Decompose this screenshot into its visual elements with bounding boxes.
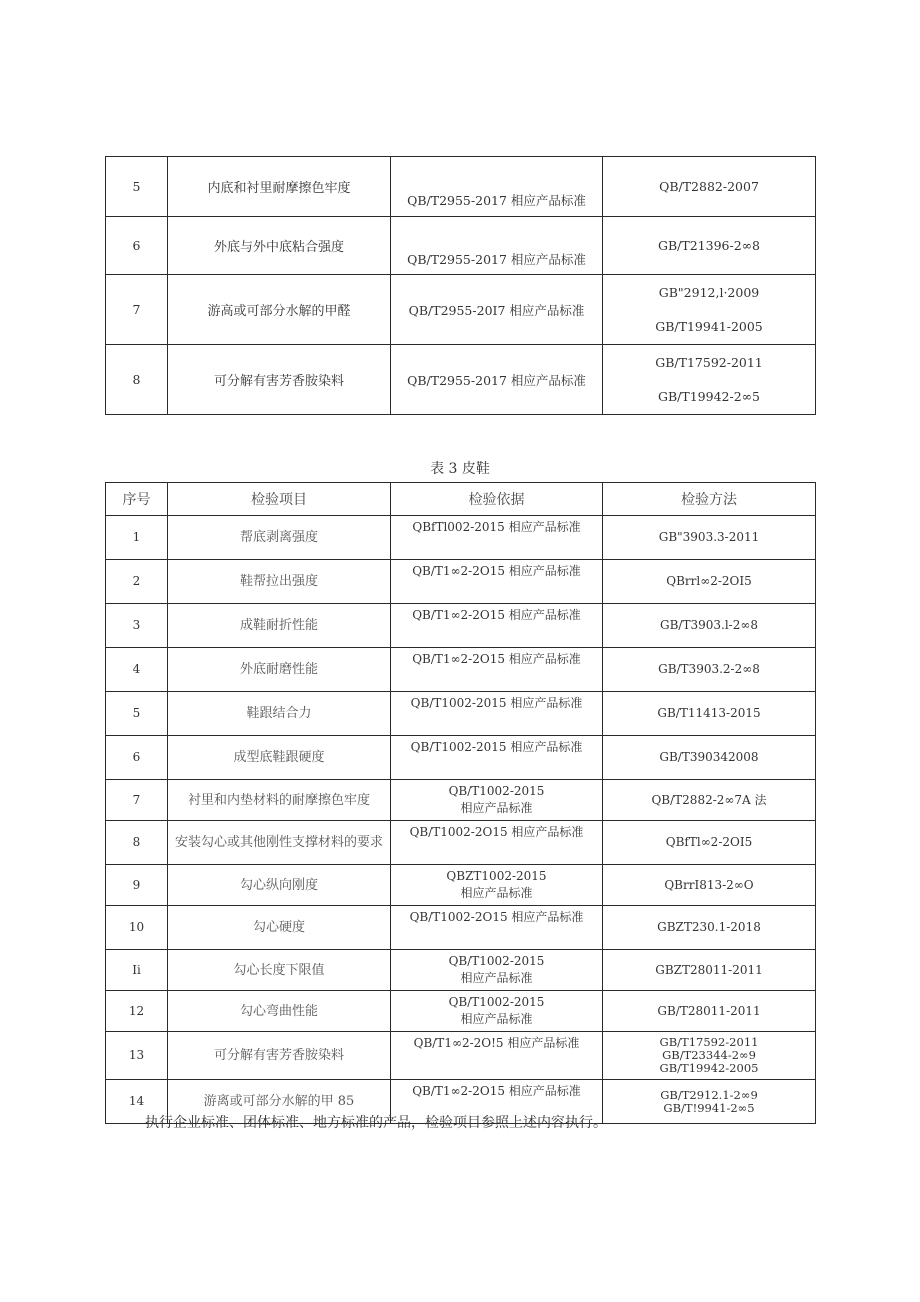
row-no: 1 xyxy=(106,516,168,560)
row-item: 鞋跟结合力 xyxy=(168,692,391,736)
table-row xyxy=(106,275,816,345)
basis-line: QB/T1∞2-2O15 相应产品标准 xyxy=(412,608,581,622)
row-method xyxy=(603,991,816,1032)
row-no: 7 xyxy=(106,275,168,345)
table-row xyxy=(106,950,816,991)
row-basis xyxy=(391,560,603,604)
method-line: GB/T11413-2015 xyxy=(657,706,761,720)
row-item: 内底和衬里耐摩擦色牢度 xyxy=(168,157,391,217)
method-line: QBrrI813-2∞O xyxy=(664,877,754,892)
table-row xyxy=(106,780,816,821)
row-item: 安装勾心或其他刚性支撑材料的要求 xyxy=(168,821,391,865)
row-basis xyxy=(391,906,603,950)
table-row xyxy=(106,991,816,1032)
basis-line: QB/T1002-2015 相应产品标准 xyxy=(410,740,583,754)
table-row xyxy=(106,604,816,648)
row-item: 可分解有害芳香胺染料 xyxy=(168,1032,391,1080)
row-no: 8 xyxy=(106,345,168,415)
basis-line: QB/T1002-2015 xyxy=(448,784,545,798)
row-no: 13 xyxy=(106,1032,168,1080)
basis-line: 相应产品标准 xyxy=(460,886,533,900)
header-basis: 检验依据 xyxy=(391,483,603,516)
table-row xyxy=(106,345,816,415)
method-line: GB/T19942-2∞5 xyxy=(657,388,761,404)
basis-line: QB/T1∞2-2O!5 相应产品标准 xyxy=(413,1036,580,1050)
row-basis xyxy=(391,1032,603,1080)
row-method xyxy=(603,275,816,345)
method-line: GB/T19941-2005 xyxy=(655,318,763,334)
row-item: 勾心长度下限值 xyxy=(168,950,391,991)
method-line: QB/T2882-2∞7A 法 xyxy=(651,792,767,807)
row-basis xyxy=(391,780,603,821)
basis-line: 相应产品标准 xyxy=(460,971,533,985)
row-method xyxy=(603,906,816,950)
table-row xyxy=(106,736,816,780)
row-method xyxy=(603,865,816,906)
table-row xyxy=(106,821,816,865)
basis-line: QB/T1002-2O15 相应产品标准 xyxy=(409,825,584,839)
row-method: QB/T2882-2007 xyxy=(603,157,816,217)
row-no: 7 xyxy=(106,780,168,821)
row-basis xyxy=(391,991,603,1032)
row-item: 鞋帮拉出强度 xyxy=(168,560,391,604)
row-method xyxy=(603,950,816,991)
row-method xyxy=(603,345,816,415)
table-row xyxy=(106,560,816,604)
basis-line: 相应产品标准 xyxy=(460,801,533,815)
table-header-row xyxy=(106,483,816,516)
row-method xyxy=(603,1080,816,1124)
basis-line: QB/T1∞2-2O15 相应产品标准 xyxy=(412,1084,581,1098)
row-no: 6 xyxy=(106,736,168,780)
row-method xyxy=(603,1032,816,1080)
method-line: GB/T23344-2∞9 xyxy=(662,1048,756,1062)
table-row xyxy=(106,692,816,736)
row-basis xyxy=(391,950,603,991)
table-row xyxy=(106,906,816,950)
table-row xyxy=(106,1032,816,1080)
basis-line: QB/T1∞2-2O15 相应产品标准 xyxy=(412,652,581,666)
row-no: 9 xyxy=(106,865,168,906)
method-line: GB/T19942-2005 xyxy=(659,1061,759,1075)
basis-line: QB/T1002-2015 xyxy=(448,954,545,968)
method-line: GB/T3903.2-2∞8 xyxy=(658,662,760,676)
basis-line: QB/T1002-2015 xyxy=(448,995,545,1009)
row-item: 可分解有害芳香胺染料 xyxy=(168,345,391,415)
table-row xyxy=(106,217,816,275)
row-basis xyxy=(391,821,603,865)
row-no: 6 xyxy=(106,217,168,275)
row-item: 外底耐磨性能 xyxy=(168,648,391,692)
row-method xyxy=(603,516,816,560)
basis-text: QB/T2955-2017 相应产品标准 xyxy=(407,251,586,267)
row-basis: QB/T2955-2017 相应产品标准 xyxy=(391,345,603,415)
row-basis: QB/T2955-20I7 相应产品标准 xyxy=(391,275,603,345)
row-method xyxy=(603,780,816,821)
method-line: GB/T17592-2011 xyxy=(655,354,763,370)
row-basis xyxy=(391,692,603,736)
method-line: GB"2912,l·2009 xyxy=(658,284,760,300)
header-item: 检验项目 xyxy=(168,483,391,516)
row-method xyxy=(603,736,816,780)
row-basis xyxy=(391,516,603,560)
row-no: 14 xyxy=(106,1080,168,1124)
table-row xyxy=(106,648,816,692)
row-method xyxy=(603,604,816,648)
row-item: 游离或可部分水解的甲 85 xyxy=(168,1080,391,1124)
row-no: 8 xyxy=(106,821,168,865)
row-method xyxy=(603,648,816,692)
row-item: 游高或可部分水解的甲醛 xyxy=(168,275,391,345)
row-basis xyxy=(391,157,603,217)
basis-line: QB/T1002-2O15 相应产品标准 xyxy=(409,910,584,924)
header-no: 序号 xyxy=(106,483,168,516)
method-line: GBZT230.1-2018 xyxy=(657,920,761,934)
row-basis xyxy=(391,865,603,906)
method-line: QBfTl∞2-2OI5 xyxy=(665,835,753,849)
basis-line: QB/T1∞2-2O15 相应产品标准 xyxy=(412,564,581,578)
method-line: GB/T390342008 xyxy=(659,750,759,764)
row-item: 勾心弯曲性能 xyxy=(168,991,391,1032)
row-no: Ii xyxy=(106,950,168,991)
row-method xyxy=(603,692,816,736)
row-basis xyxy=(391,217,603,275)
method-line: GB/T28011-2011 xyxy=(657,1003,761,1018)
table-1-continued xyxy=(105,156,816,415)
row-method: GB/T21396-2∞8 xyxy=(603,217,816,275)
table-row xyxy=(106,157,816,217)
method-line: GB"3903.3-2011 xyxy=(658,530,760,544)
header-method: 检验方法 xyxy=(603,483,816,516)
basis-line: QB/T1002-2015 相应产品标准 xyxy=(410,696,583,710)
row-no: 10 xyxy=(106,906,168,950)
table-caption: 表 3 皮鞋 xyxy=(430,461,490,477)
row-method xyxy=(603,821,816,865)
row-method xyxy=(603,560,816,604)
basis-line: 相应产品标准 xyxy=(460,1012,533,1026)
row-item: 外底与外中底粘合强度 xyxy=(168,217,391,275)
table-body xyxy=(106,516,816,1124)
row-no: 5 xyxy=(106,692,168,736)
footnote: 执行企业标准、团体标准、地方标准的产品，检验项目参照上述内容执行。 xyxy=(145,1115,607,1131)
basis-line: QBfTl002-2015 相应产品标准 xyxy=(412,520,581,534)
row-no: 4 xyxy=(106,648,168,692)
method-line: GB/T!9941-2∞5 xyxy=(663,1100,755,1115)
table-row xyxy=(106,516,816,560)
method-line: GBZT28011-2011 xyxy=(655,962,763,977)
method-line: QBrrl∞2-2OI5 xyxy=(666,574,752,588)
row-no: 5 xyxy=(106,157,168,217)
row-no: 12 xyxy=(106,991,168,1032)
row-basis xyxy=(391,604,603,648)
row-item: 成鞋耐折性能 xyxy=(168,604,391,648)
row-item: 勾心纵向刚度 xyxy=(168,865,391,906)
row-item: 衬里和内垫材料的耐摩擦色牢度 xyxy=(168,780,391,821)
method-line: GB/T17592-2011 xyxy=(659,1035,759,1049)
row-item: 勾心硬度 xyxy=(168,906,391,950)
basis-text: QB/T2955-2017 相应产品标准 xyxy=(407,192,586,208)
method-line: GB/T2912.1-2∞9 xyxy=(660,1087,758,1102)
row-no: 2 xyxy=(106,560,168,604)
row-basis xyxy=(391,648,603,692)
row-item: 帮底剥离强度 xyxy=(168,516,391,560)
table-row xyxy=(106,865,816,906)
basis-line: QBZT1002-2015 xyxy=(446,869,547,883)
row-no: 3 xyxy=(106,604,168,648)
table-3-leather-shoes xyxy=(105,482,816,1124)
row-basis xyxy=(391,736,603,780)
method-line: GB/T3903.l-2∞8 xyxy=(660,618,758,632)
row-item: 成型底鞋跟硬度 xyxy=(168,736,391,780)
